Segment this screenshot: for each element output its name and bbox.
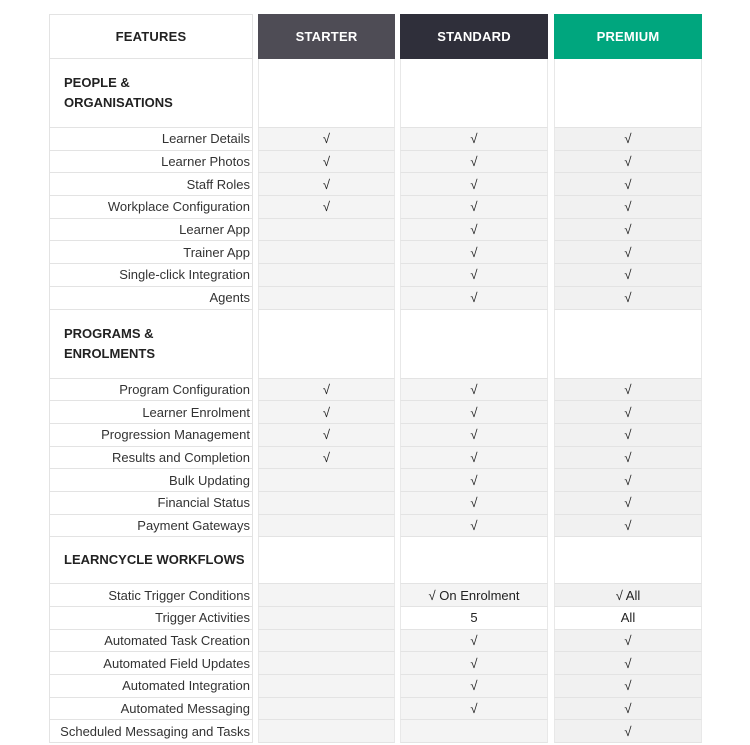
premium-value-cell: √: [554, 173, 702, 196]
premium-value-cell: √: [554, 219, 702, 242]
premium-value-cell: √: [554, 630, 702, 653]
standard-value-cell: √: [400, 401, 548, 424]
feature-label: Progression Management: [49, 424, 253, 447]
feature-label: Single-click Integration: [49, 264, 253, 287]
starter-value-cell: [258, 241, 395, 264]
standard-value-cell: √: [400, 515, 548, 538]
premium-column: [554, 14, 702, 743]
premium-value-cell: √: [554, 264, 702, 287]
feature-label: Agents: [49, 287, 253, 310]
feature-label: Staff Roles: [49, 173, 253, 196]
premium-value-cell: √: [554, 241, 702, 264]
standard-value-cell: √: [400, 264, 548, 287]
premium-value-cell: √ All: [554, 584, 702, 607]
starter-value-cell: [258, 698, 395, 721]
starter-value-cell: √: [258, 424, 395, 447]
premium-section-spacer: [554, 537, 702, 584]
standard-value-cell: √: [400, 424, 548, 447]
standard-value-cell: √: [400, 287, 548, 310]
standard-value-cell: √ On Enrolment: [400, 584, 548, 607]
standard-value-cell: √: [400, 379, 548, 402]
premium-value-cell: √: [554, 698, 702, 721]
premium-value-cell: √: [554, 287, 702, 310]
premium-value-cell: √: [554, 447, 702, 470]
starter-column: [258, 14, 395, 743]
standard-value-cell: √: [400, 675, 548, 698]
feature-label: Results and Completion: [49, 447, 253, 470]
standard-section-spacer: [400, 59, 548, 128]
standard-value-cell: √: [400, 492, 548, 515]
premium-value-cell: √: [554, 492, 702, 515]
feature-label: Learner Details: [49, 128, 253, 151]
features-column: [49, 14, 253, 743]
starter-value-cell: √: [258, 173, 395, 196]
starter-value-cell: [258, 515, 395, 538]
premium-value-cell: √: [554, 675, 702, 698]
feature-label: Automated Task Creation: [49, 630, 253, 653]
standard-section-spacer: [400, 537, 548, 584]
starter-value-cell: [258, 607, 395, 630]
premium-section-spacer: [554, 59, 702, 128]
standard-value-cell: [400, 720, 548, 743]
starter-value-cell: [258, 492, 395, 515]
feature-label: Learner Photos: [49, 151, 253, 174]
standard-value-cell: √: [400, 630, 548, 653]
feature-label: Learner App: [49, 219, 253, 242]
starter-value-cell: √: [258, 447, 395, 470]
premium-section-spacer: [554, 310, 702, 379]
starter-value-cell: [258, 720, 395, 743]
standard-value-cell: 5: [400, 607, 548, 630]
feature-label: Scheduled Messaging and Tasks: [49, 720, 253, 743]
feature-label: Workplace Configuration: [49, 196, 253, 219]
starter-section-spacer: [258, 59, 395, 128]
premium-value-cell: √: [554, 151, 702, 174]
feature-label: Automated Messaging: [49, 698, 253, 721]
section-title-text: PEOPLE & ORGANISATIONS: [64, 75, 173, 110]
feature-label: Financial Status: [49, 492, 253, 515]
starter-value-cell: [258, 287, 395, 310]
feature-label: Trigger Activities: [49, 607, 253, 630]
standard-value-cell: √: [400, 447, 548, 470]
feature-label: Trainer App: [49, 241, 253, 264]
starter-value-cell: [258, 652, 395, 675]
premium-value-cell: √: [554, 424, 702, 447]
starter-section-spacer: [258, 537, 395, 584]
starter-value-cell: √: [258, 151, 395, 174]
starter-plan-header[interactable]: STARTER: [258, 14, 395, 59]
premium-plan-header[interactable]: PREMIUM: [554, 14, 702, 59]
standard-value-cell: √: [400, 219, 548, 242]
standard-column: [400, 14, 548, 743]
standard-value-cell: √: [400, 241, 548, 264]
standard-value-cell: √: [400, 698, 548, 721]
starter-value-cell: √: [258, 401, 395, 424]
premium-value-cell: √: [554, 469, 702, 492]
starter-value-cell: [258, 584, 395, 607]
feature-label: Automated Integration: [49, 675, 253, 698]
section-title: [49, 59, 253, 128]
premium-value-cell: √: [554, 720, 702, 743]
standard-value-cell: √: [400, 469, 548, 492]
section-title: [49, 310, 253, 379]
starter-value-cell: [258, 264, 395, 287]
feature-label: Static Trigger Conditions: [49, 584, 253, 607]
premium-value-cell: √: [554, 379, 702, 402]
premium-value-cell: All: [554, 607, 702, 630]
standard-value-cell: √: [400, 196, 548, 219]
starter-value-cell: √: [258, 128, 395, 151]
starter-value-cell: √: [258, 379, 395, 402]
standard-section-spacer: [400, 310, 548, 379]
standard-value-cell: √: [400, 173, 548, 196]
starter-section-spacer: [258, 310, 395, 379]
starter-value-cell: [258, 469, 395, 492]
section-title-text: PROGRAMS & ENROLMENTS: [64, 325, 155, 361]
premium-value-cell: √: [554, 128, 702, 151]
premium-value-cell: √: [554, 515, 702, 538]
starter-value-cell: [258, 219, 395, 242]
feature-label: Learner Enrolment: [49, 401, 253, 424]
standard-value-cell: √: [400, 128, 548, 151]
premium-value-cell: √: [554, 401, 702, 424]
starter-value-cell: √: [258, 196, 395, 219]
standard-value-cell: √: [400, 652, 548, 675]
premium-value-cell: √: [554, 652, 702, 675]
premium-value-cell: √: [554, 196, 702, 219]
features-header: FEATURES: [49, 14, 253, 59]
standard-value-cell: √: [400, 151, 548, 174]
feature-label: Automated Field Updates: [49, 652, 253, 675]
feature-label: Bulk Updating: [49, 469, 253, 492]
starter-value-cell: [258, 675, 395, 698]
section-title: [49, 537, 253, 584]
feature-label: Program Configuration: [49, 379, 253, 402]
feature-label: Payment Gateways: [49, 515, 253, 538]
section-title-text: LEARNCYCLE WORKFLOWS: [64, 552, 245, 568]
standard-plan-header[interactable]: STANDARD: [400, 14, 548, 59]
starter-value-cell: [258, 630, 395, 653]
